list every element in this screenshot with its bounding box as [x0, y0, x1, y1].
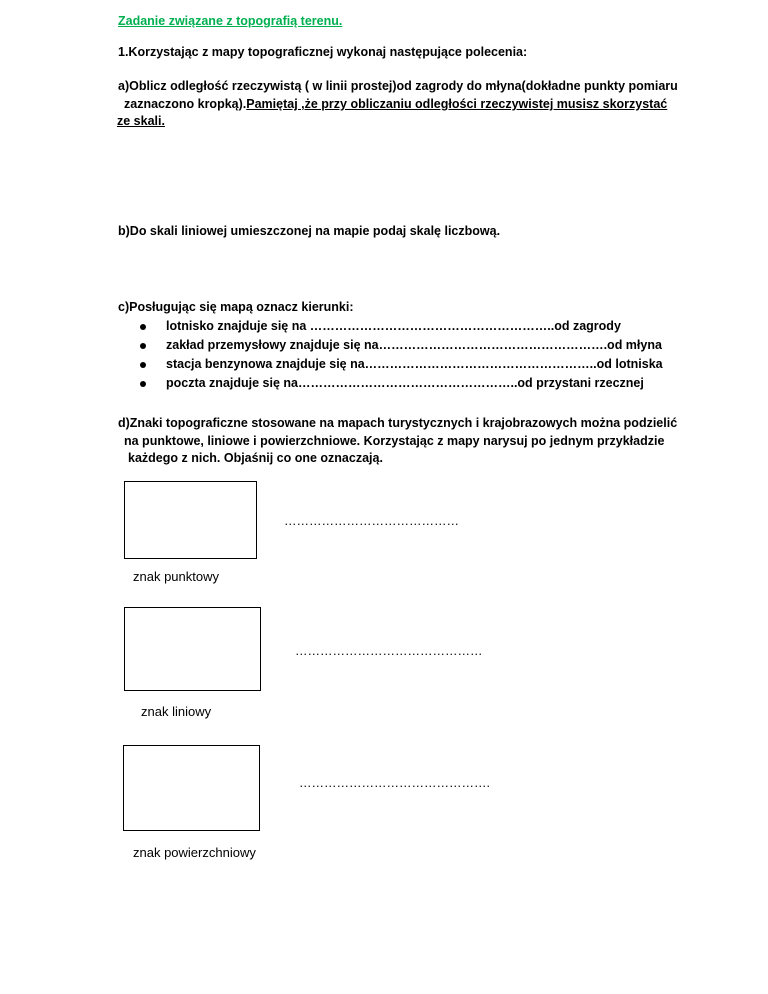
- area-sign-answer-line[interactable]: ……………………………………….: [299, 776, 490, 790]
- bullet-icon: [140, 324, 146, 330]
- list-item: lotnisko znajduje się na …………………………………………………..od zagrody: [166, 319, 663, 338]
- bullet-icon: [140, 362, 146, 368]
- bullet-icon: [140, 381, 146, 387]
- line-sign-drawing-box[interactable]: [124, 607, 261, 691]
- task-d-line1: d)Znaki topograficzne stosowane na mapach turystycznych i krajobrazowych można podzielić: [118, 416, 678, 430]
- task-d-line3: każdego z nich. Objaśnij co one oznaczają.: [128, 451, 383, 465]
- task-a-line1: a)Oblicz odległość rzeczywistą ( w linii prostej)od zagrody do młyna(dokładne punkty pomiaru: [118, 79, 678, 93]
- list-item: zakład przemysłowy znajduje się na……………………………………………….od młyna: [166, 338, 663, 357]
- task-c-list: [166, 319, 663, 395]
- task-c-heading: c)Posługując się mapą oznacz kierunki:: [118, 300, 354, 314]
- task-d-line2: na punktowe, liniowe i powierzchniowe. Korzystając z mapy narysuj po jednym przykładzie: [124, 434, 665, 448]
- task-a-line3: ze skali.: [117, 114, 165, 128]
- task-b-line1: b)Do skali liniowej umieszczonej na mapie podaj skalę liczbową.: [118, 224, 501, 238]
- area-sign-drawing-box[interactable]: [123, 745, 260, 831]
- task-a-line2-plain: zaznaczono kropką).: [124, 97, 247, 111]
- point-sign-drawing-box[interactable]: [124, 481, 257, 559]
- point-sign-answer-line[interactable]: ……………………………………: [284, 514, 459, 528]
- line-sign-caption: znak liniowy: [141, 704, 212, 719]
- task-a-line2: [124, 97, 667, 111]
- list-item: poczta znajduje się na……………………………………………..od przystani rzecznej: [166, 376, 663, 395]
- area-sign-caption: znak powierzchniowy: [133, 845, 256, 860]
- line-sign-answer-line[interactable]: ………………………………………: [295, 644, 483, 658]
- list-item: stacja benzynowa znajduje się na………………………………………………..od lotniska: [166, 357, 663, 376]
- task-a-line2-underlined: Pamiętaj ,że przy obliczaniu odległości rzeczywistej musisz skorzystać: [246, 97, 668, 111]
- worksheet-title: Zadanie związane z topografią terenu.: [118, 14, 343, 28]
- point-sign-caption: znak punktowy: [133, 569, 219, 584]
- task-heading: 1.Korzystając z mapy topograficznej wykonaj następujące polecenia:: [118, 45, 528, 59]
- bullet-icon: [140, 343, 146, 349]
